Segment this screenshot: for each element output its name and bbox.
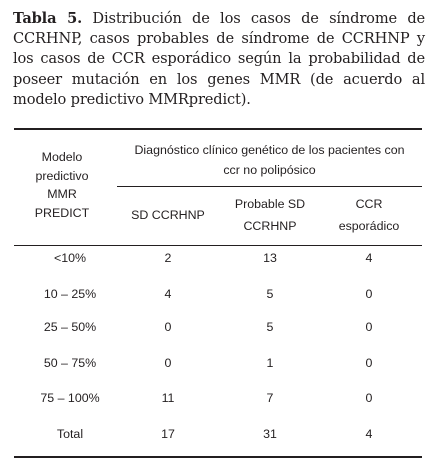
cell-sd-ccrhnp: 2 (164, 251, 172, 265)
cell-probable: 1 (266, 356, 274, 370)
row-label: Total (56, 427, 84, 441)
column-header-line: Probable SD (234, 197, 306, 211)
cell-probable: 7 (266, 391, 274, 405)
cell-probable: 5 (266, 320, 274, 334)
row-header-line: MMR (47, 187, 77, 201)
cell-esporadico: 0 (365, 391, 373, 405)
row-header-line: PREDICT (34, 205, 90, 220)
cell-sd-ccrhnp: 0 (164, 356, 172, 370)
column-header-ccr-esporadico (324, 193, 414, 237)
row-header (14, 148, 110, 222)
cell-probable: 31 (263, 427, 277, 441)
cell-probable: 13 (263, 251, 277, 265)
column-header-line: CCR (355, 197, 383, 211)
row-label: 50 – 75% (43, 356, 97, 370)
column-header-line: esporádico (338, 219, 400, 233)
cell-esporadico: 0 (365, 287, 373, 301)
cell-esporadico: 0 (365, 320, 373, 334)
group-header (117, 140, 422, 180)
group-header-line: ccr no polipósico (223, 163, 316, 177)
column-header-probable (216, 193, 324, 237)
row-label: 75 – 100% (40, 391, 100, 405)
column-header-line: SD CCRHNP (131, 208, 205, 222)
table-caption (13, 9, 425, 110)
cell-sd-ccrhnp: 4 (164, 287, 172, 301)
caption-text: Distribución de los casos de síndrome de CCRHNP, casos probables de síndrome de CCRHNP y los casos de CCR esporádico según la probabilidad de poseer mutación en los genes MMR (de acuerdo al modelo predictivo MMRpredict). (13, 10, 425, 108)
row-label: 10 – 25% (43, 287, 97, 301)
cell-esporadico: 0 (365, 356, 373, 370)
cell-sd-ccrhnp: 0 (164, 320, 172, 334)
cell-esporadico: 4 (365, 427, 373, 441)
cell-sd-ccrhnp: 17 (161, 427, 175, 441)
column-header-sd-ccrhnp (120, 204, 216, 226)
caption-label: Tabla 5. (13, 10, 83, 27)
group-header-rule (117, 186, 422, 187)
row-header-line: Modelo (41, 150, 83, 164)
group-header-line: Diagnóstico clínico genético de los pacientes con (134, 143, 405, 157)
cell-esporadico: 4 (365, 251, 373, 265)
cell-sd-ccrhnp: 11 (161, 391, 175, 405)
row-label: 25 – 50% (43, 320, 97, 334)
cell-probable: 5 (266, 287, 274, 301)
table-bottom-rule (14, 456, 422, 458)
header-bottom-rule (14, 245, 422, 246)
row-label: <10% (53, 251, 87, 265)
column-header-line: CCRHNP (243, 219, 297, 233)
row-header-line: predictivo (35, 168, 89, 183)
table-top-rule (14, 128, 422, 130)
